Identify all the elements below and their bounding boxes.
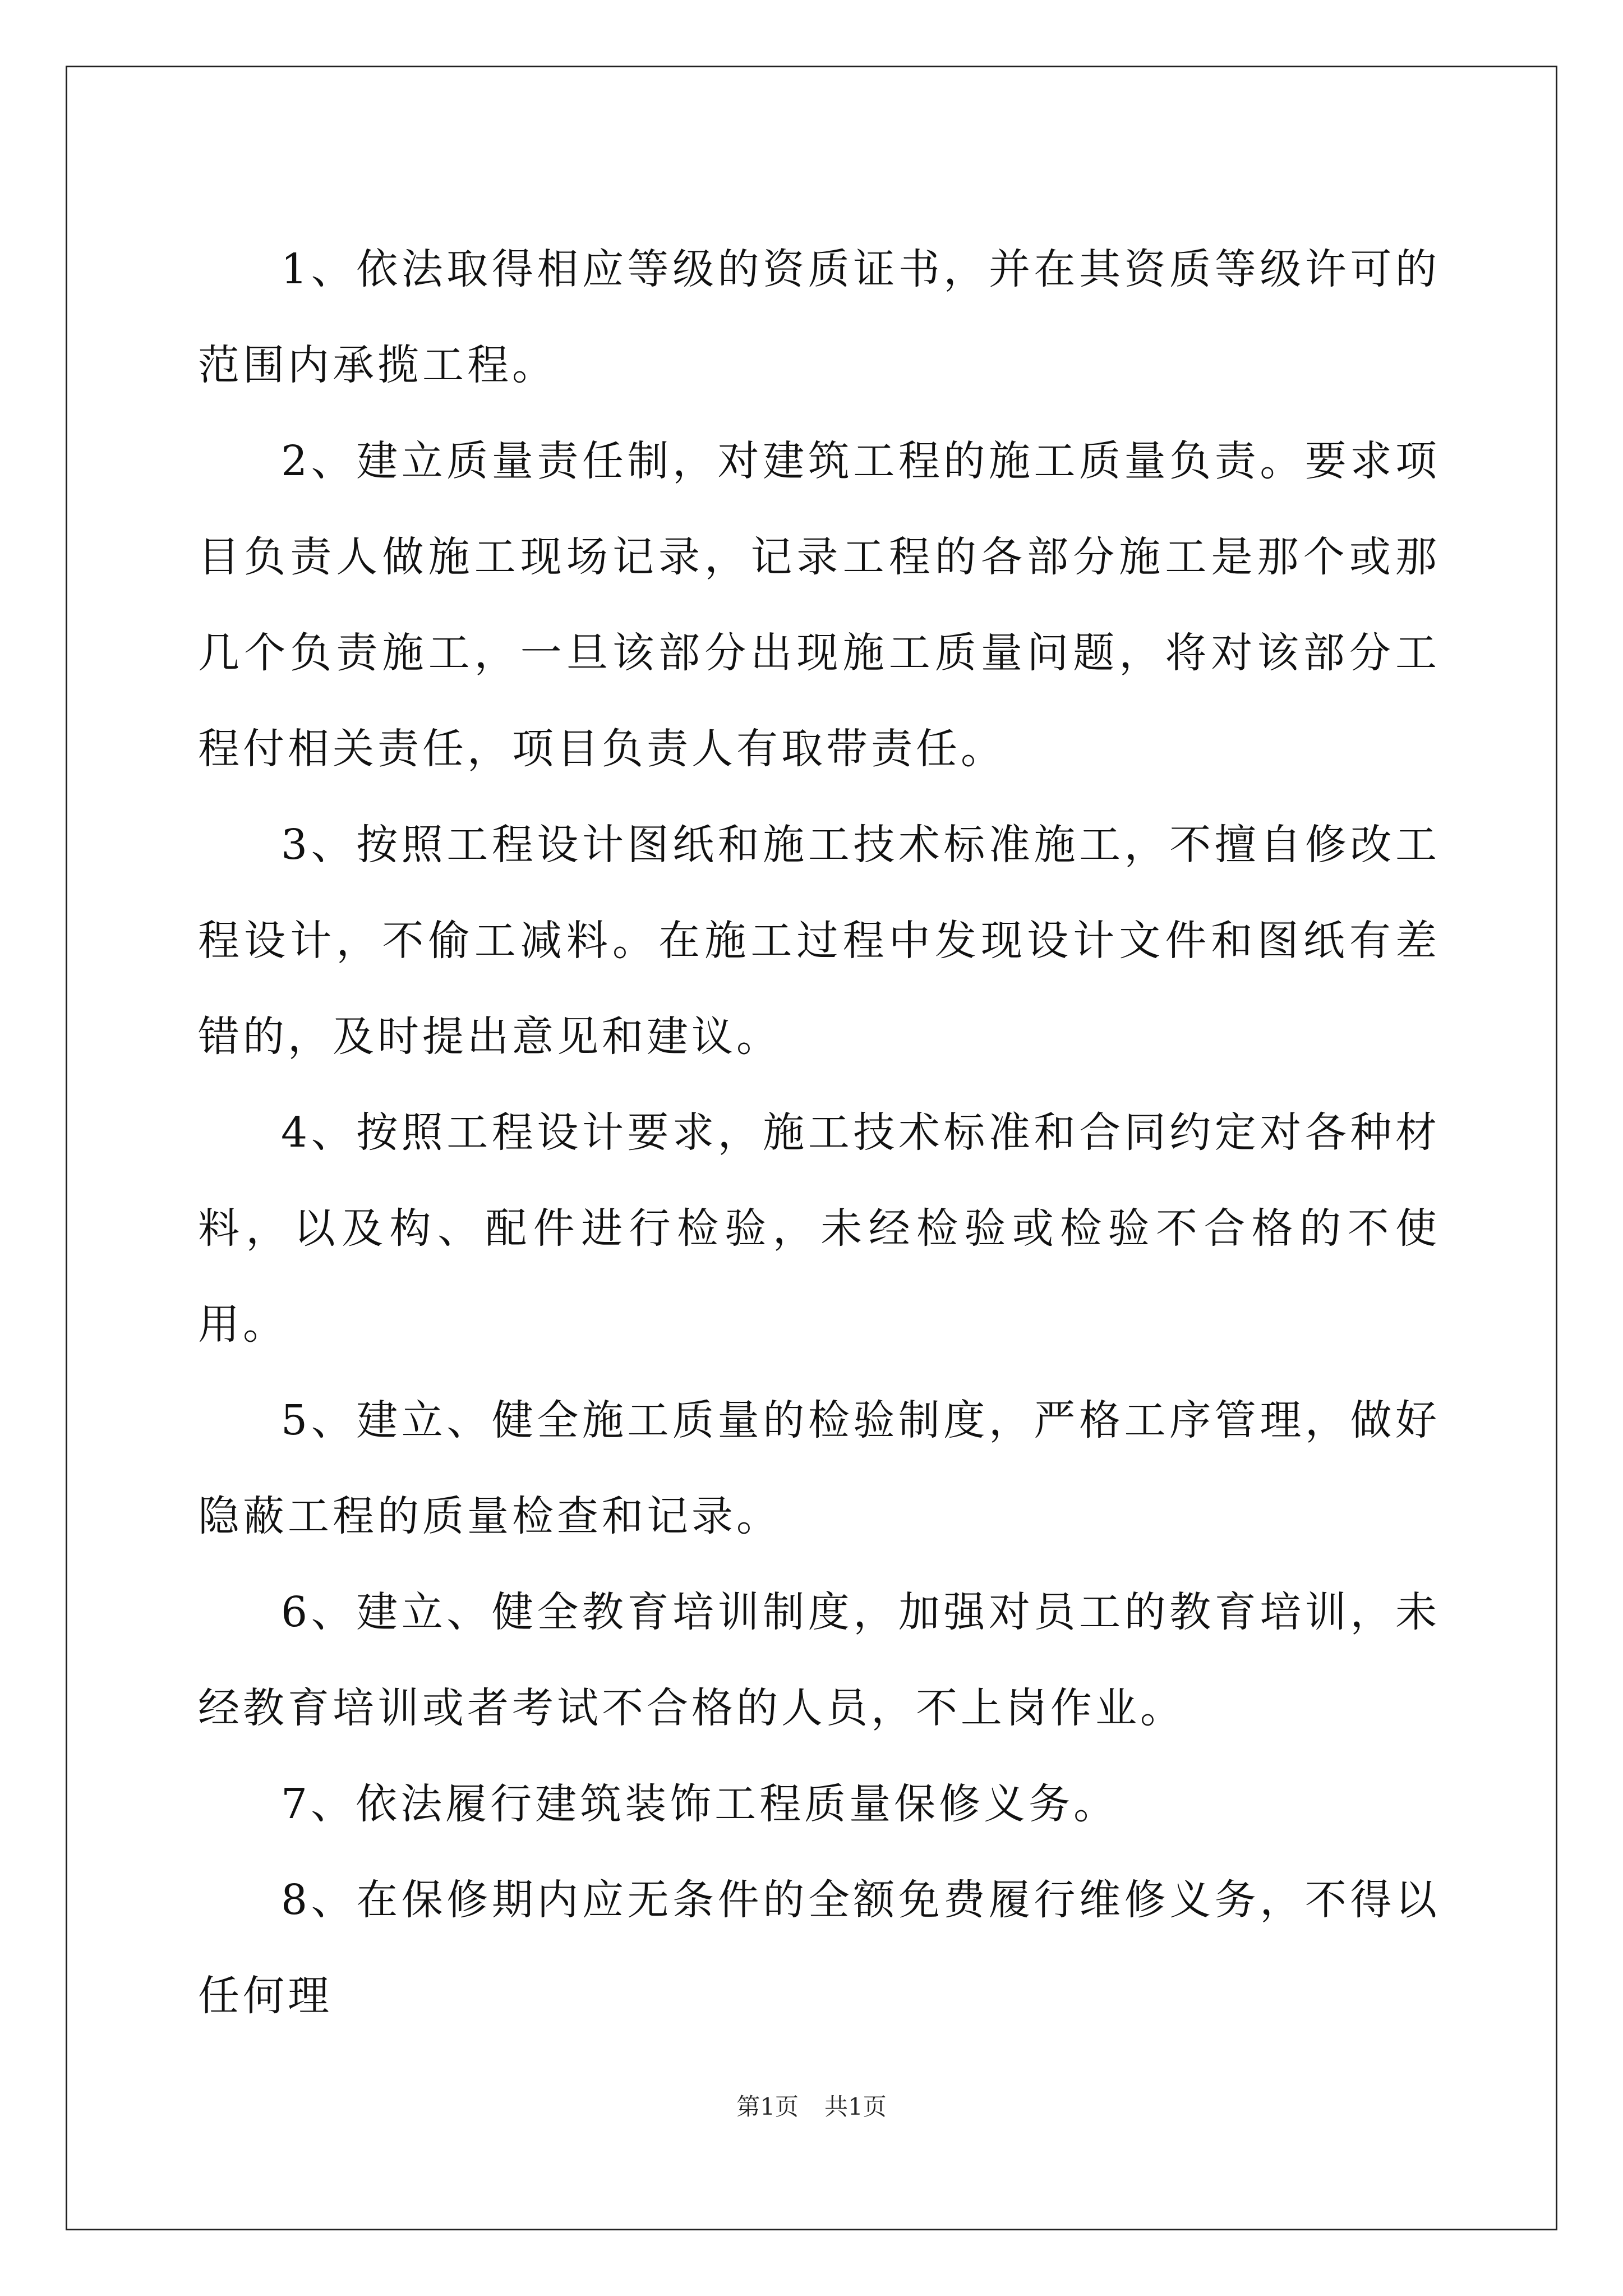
paragraph-6: 6、建立、健全教育培训制度，加强对员工的教育培训，未经教育培训或者考试不合格的人员，不上岗作业。 xyxy=(198,1588,1440,1732)
paragraph-5: 5、建立、健全施工质量的检验制度，严格工序管理，做好隐蔽工程的质量检查和记录。 xyxy=(198,1396,1440,1540)
paragraph-8: 8、在保修期内应无条件的全额免费履行维修义务，不得以任何理 xyxy=(198,1876,1440,2020)
page-footer xyxy=(0,2090,1623,2124)
page-count: 共1页 xyxy=(824,2093,887,2120)
paragraph-1: 1、依法取得相应等级的资质证书，并在其资质等级许可的范围内承揽工程。 xyxy=(198,245,1440,389)
paragraph-2: 2、建立质量责任制，对建筑工程的施工质量负责。要求项目负责人做施工现场记录，记录工程的各部分施工是那个或那几个负责施工，一旦该部分出现施工质量问题，将对该部分工程付相关责任，项目负责人有取带责任。 xyxy=(198,437,1440,773)
page-number: 第1页 xyxy=(736,2093,799,2120)
paragraph-3: 3、按照工程设计图纸和施工技术标准施工，不擅自修改工程设计，不偷工减料。在施工过程中发现设计文件和图纸有差错的，及时提出意见和建议。 xyxy=(198,821,1440,1061)
paragraph-4: 4、按照工程设计要求，施工技术标准和合同约定对各种材料，以及构、配件进行检验，未经检验或检验不合格的不使用。 xyxy=(198,1108,1440,1349)
paragraph-7: 7、依法履行建筑装饰工程质量保修义务。 xyxy=(281,1780,1119,1828)
document-body xyxy=(198,222,1440,2044)
